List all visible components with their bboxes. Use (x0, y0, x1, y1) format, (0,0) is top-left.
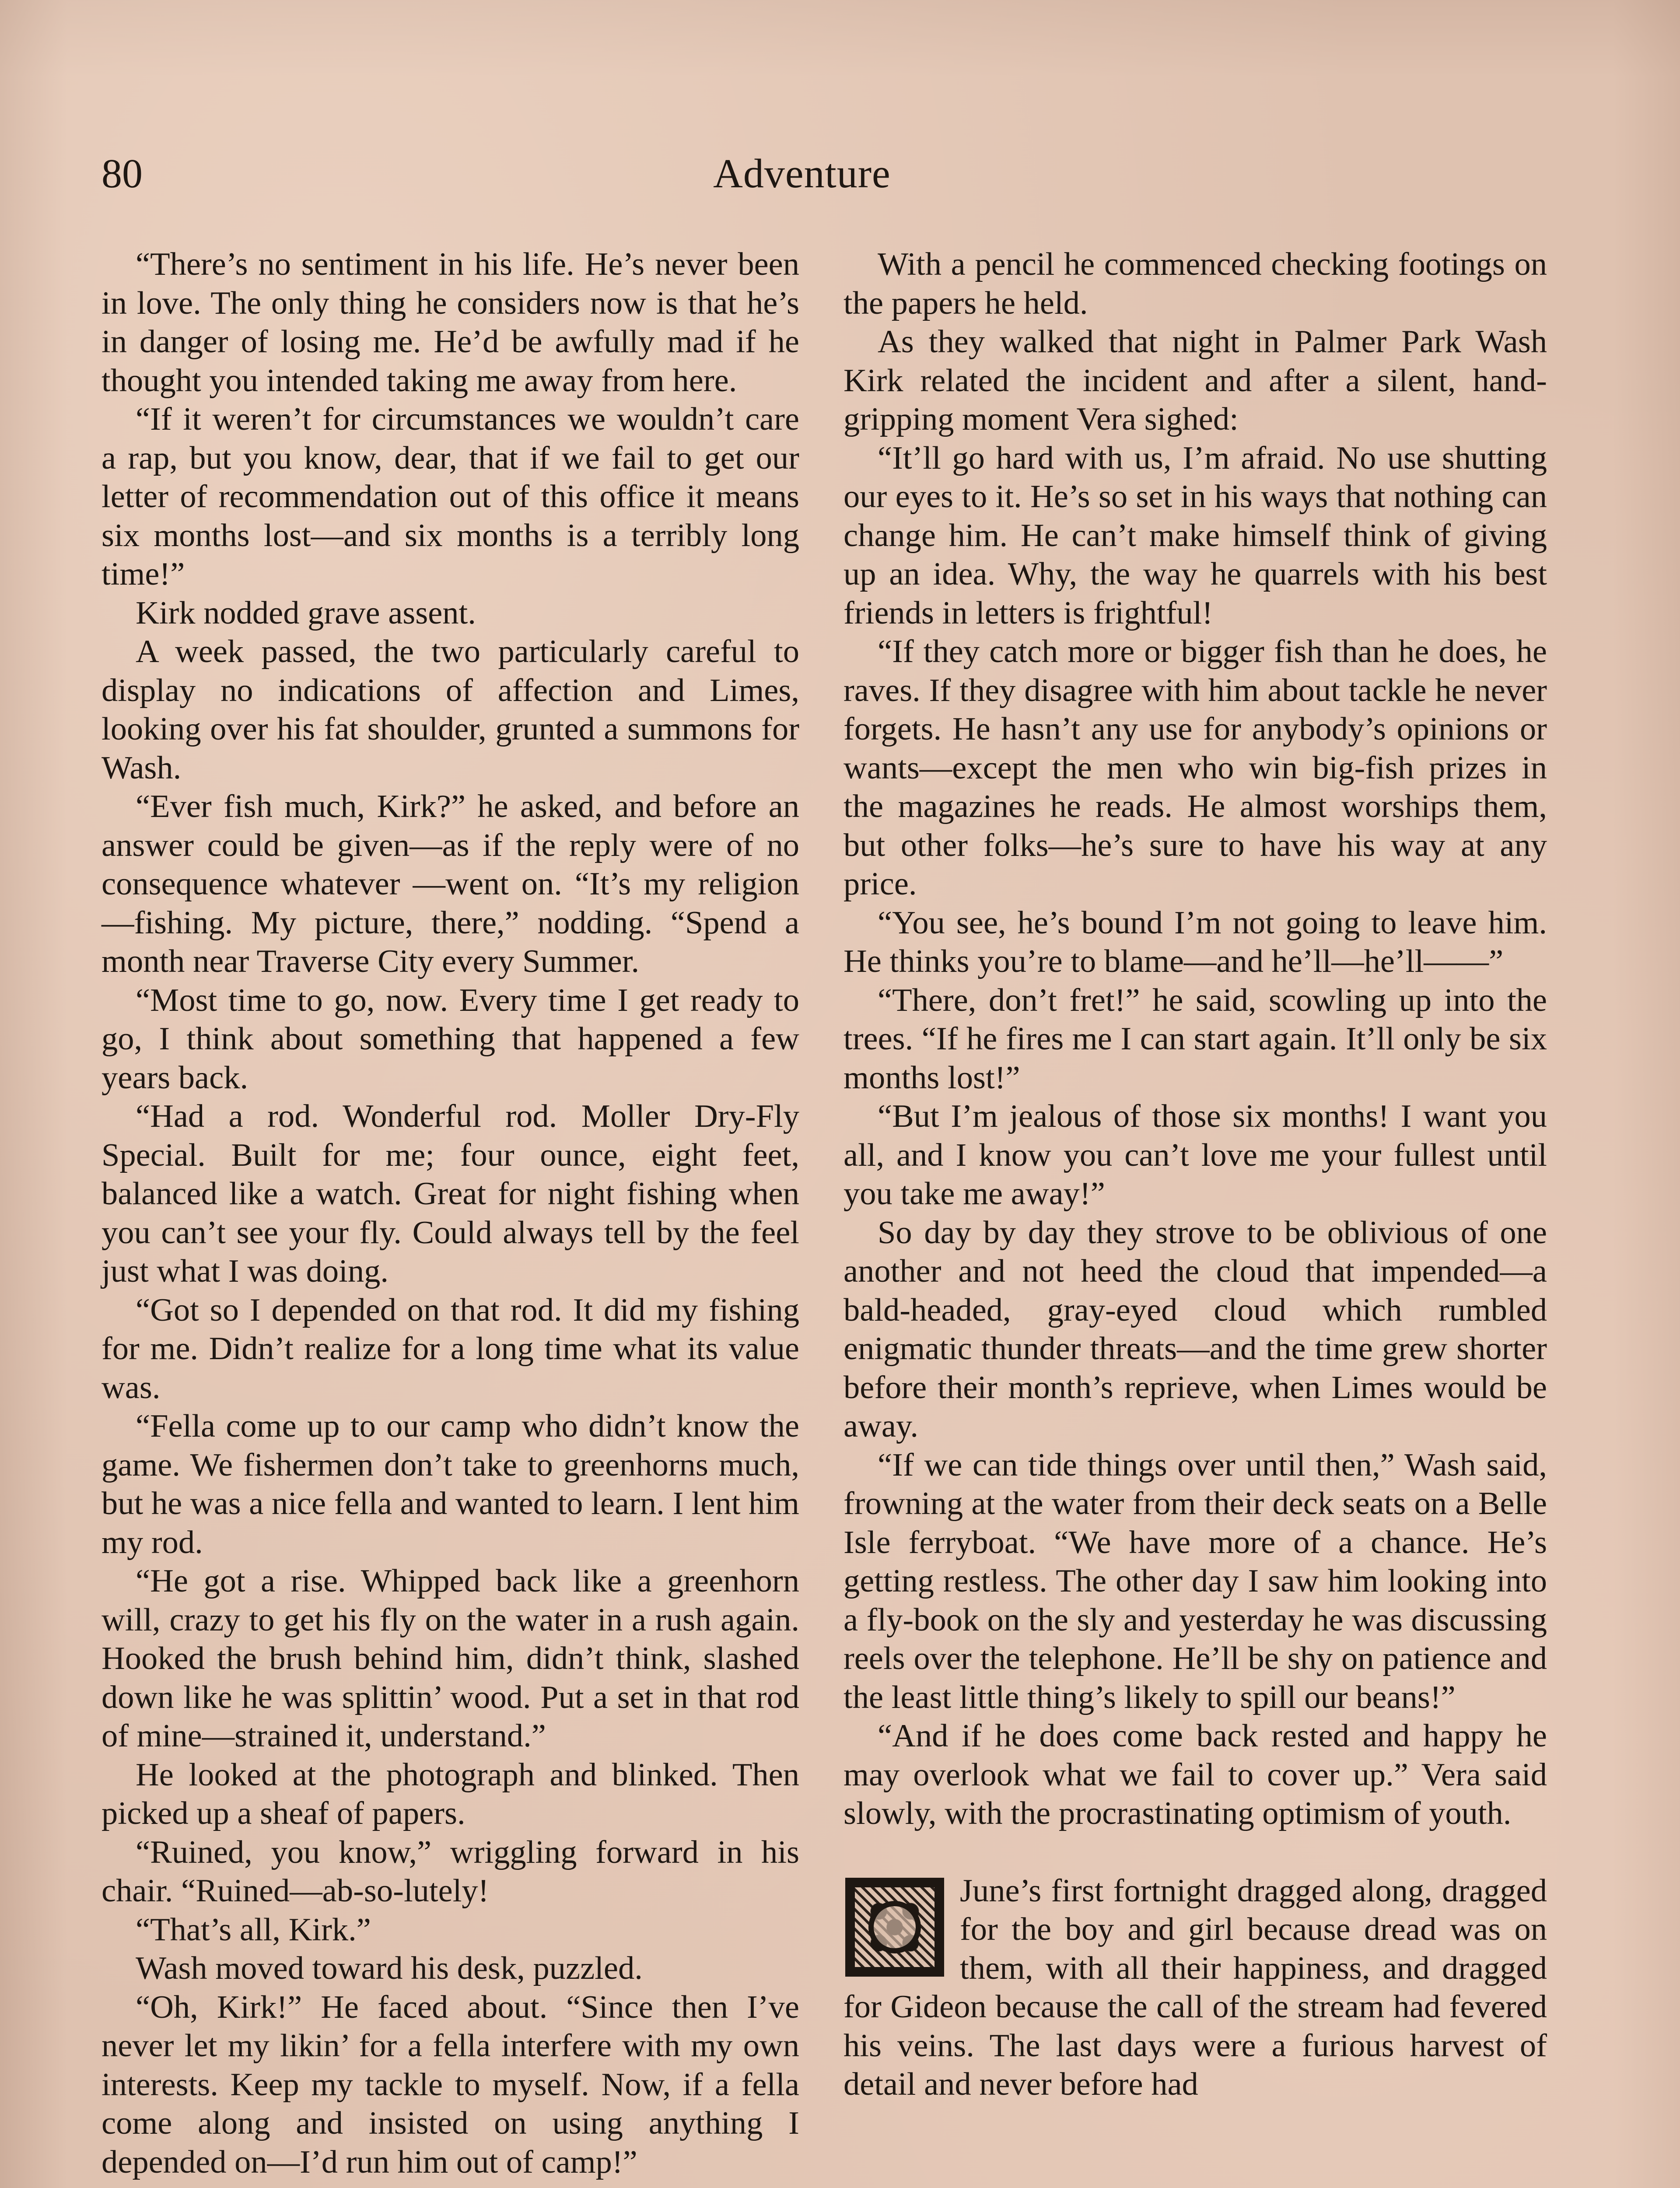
page-number: 80 (102, 151, 143, 196)
ornamental-initial-icon (845, 1878, 944, 1977)
paragraph: “It’ll go hard with us, I’m afraid. No use shutting our eyes to it. He’s so set in his ways that nothing can change him. He can’t make himself think of giving up an idea. Why, the way he quarrels with his best friends in letters is frightful! (844, 440, 1547, 631)
paragraph: Kirk nodded grave assent. (136, 595, 476, 631)
paragraph: He looked at the photograph and blinked. Then picked up a sheaf of papers. (102, 1757, 799, 1831)
paragraph: “There, don’t fret!” he said, scowling up into the trees. “If he fires me I can start again. It’ll only be six months lost!” (844, 982, 1547, 1096)
paragraph: “Oh, Kirk!” He faced about. “Since then I’ve never let my likin’ for a fella interfere with my own interests. Keep my tackle to myself. Now, if a fella come along and insisted on using anything I depended on—I’d run him out of camp!” (102, 1989, 799, 2180)
paragraph: A week passed, the two particularly careful to display no indications of affection and Limes, looking over his fat shoulder, grunted a summons for Wash. (102, 634, 799, 786)
paragraph: So day by day they strove to be oblivious of one another and not heed the cloud that impended—a bald-headed, gray-eyed cloud which rumbled enigmatic thunder threats—and the time grew shorter before their month’s reprieve, when Limes would be away. (844, 1214, 1547, 1444)
paragraph: “That’s all, Kirk.” (136, 1911, 371, 1948)
paragraph: “There’s no sentiment in his life. He’s never been in love. The only thing he considers now is that he’s in danger of losing me. He’d be awfully mad if he thought you intended taking me away from here. (102, 246, 799, 399)
paragraph: “But I’m jealous of those six months! I want you all, and I know you can’t love me your fullest until you take me away!” (844, 1098, 1547, 1212)
section-break (844, 1833, 1547, 1872)
paragraph: With a pencil he commenced checking footings on the papers he held. (844, 246, 1547, 321)
section-opening (844, 1872, 1547, 2104)
paragraph: “You see, he’s bound I’m not going to leave him. He thinks you’re to blame—and he’ll—he’ll——” (844, 905, 1547, 979)
section-opening-text: June’s first fortnight dragged along, dragged for the boy and girl because dread was on them, with all their happiness, and dragged for Gideon because the call of the stream had fevered his veins. The last days were a furious harvest of detail and never before had (844, 1872, 1547, 2102)
paragraph: “And if he does come back rested and happy he may overlook what we fail to cover up.” Vera said slowly, with the procrastinating optimism of youth. (844, 1718, 1547, 1831)
paragraph: “If they catch more or bigger fish than he does, he raves. If they disagree with him about tackle he never forgets. He hasn’t any use for anybody’s opinions or wants—except the men who win big-fish prizes in the magazines he reads. He almost worships them, but other folks—he’s sure to have his way at any price. (844, 634, 1547, 902)
paragraph: Wash moved toward his desk, puzzled. (136, 1950, 643, 1986)
paragraph: As they walked that night in Palmer Park Wash Kirk related the incident and after a silent, hand-gripping moment Vera sighed: (844, 324, 1547, 437)
paragraph: “Ruined, you know,” wriggling forward in his chair. “Ruined—ab-so-lutely! (102, 1834, 799, 1909)
paragraph: “If we can tide things over until then,” Wash said, frowning at the water from their deck seats on a Belle Isle ferryboat. “We have more of a chance. He’s getting restless. The other day I saw him looking into a fly-book on the sly and yesterday he was discussing reels over the telephone. He’ll be shy on patience and the least little thing’s likely to spill our beans!” (844, 1447, 1547, 1715)
paragraph: “Ever fish much, Kirk?” he asked, and before an answer could be given—as if the reply were of no consequence whatever —went on. “It’s my religion—fishing. My picture, there,” nodding. “Spend a month near Traverse City every Summer. (102, 789, 799, 979)
paragraph: “Most time to go, now. Every time I get ready to go, I think about something that happened a few years back. (102, 982, 799, 1096)
paragraph: “Had a rod. Wonderful rod. Moller Dry-Fly Special. Built for me; four ounce, eight feet, balanced like a watch. Great for night fishing when you can’t see your fly. Could always tell by the feel just what I was doing. (102, 1098, 799, 1289)
running-head: Adventure (713, 151, 891, 196)
paragraph: “Fella come up to our camp who didn’t know the game. We fishermen don’t take to greenhorns much, but he was a nice fella and wanted to learn. I lent him my rod. (102, 1408, 799, 1560)
paragraph: “If it weren’t for circumstances we wouldn’t care a rap, but you know, dear, that if we fail to get our letter of recommendation out of this office it means six months lost—and six months is a terribly long time!” (102, 401, 799, 592)
paragraph: “Got so I depended on that rod. It did my fishing for me. Didn’t realize for a long time what its value was. (102, 1292, 799, 1406)
left-column (102, 245, 799, 2181)
right-column (844, 245, 1547, 2104)
paragraph: “He got a rise. Whipped back like a greenhorn will, crazy to get his fly on the water in a rush again. Hooked the brush behind him, didn’t think, slashed down like he was splittin’ wood. Put a set in that rod of mine—strained it, understand.” (102, 1563, 799, 1754)
